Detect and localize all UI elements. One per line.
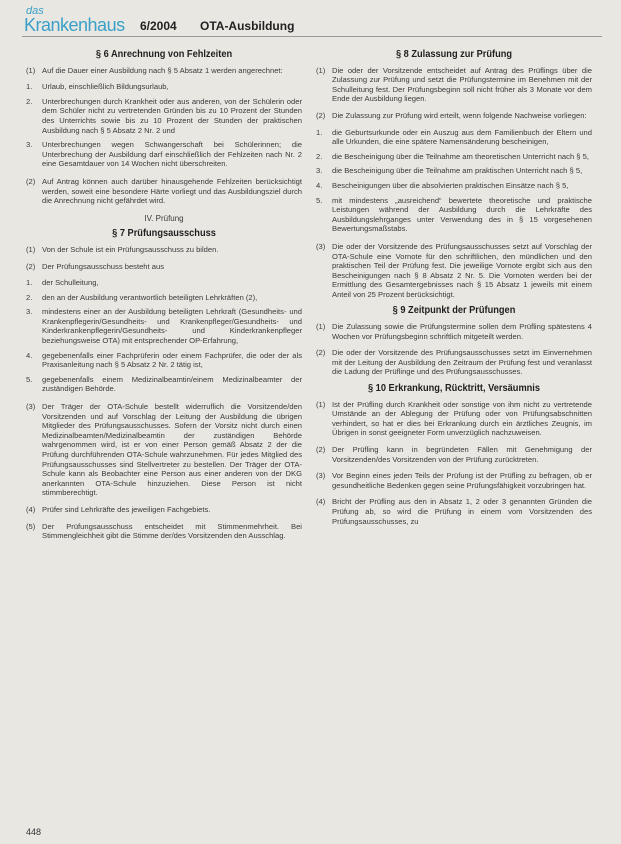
heading-s10: § 10 Erkrankung, Rücktritt, Versäumnis (367, 382, 541, 395)
item-number: 4. (26, 350, 33, 360)
item-text: Unterbrechungen wegen Schwangerschaft bei Schülerinnen; die Unterbrechung der Ausbildung darf einschließlich der Fehlzeiten nach Nr. 2 eine Gesamtdauer von 14 Wochen nicht überschreiten. (42, 140, 302, 169)
item-number: 3. (26, 307, 33, 317)
paragraph-text: Die oder der Vorsitzende entscheidet auf Antrag des Prüflings über die Zulassung zur Prüfung und setzt die Prüfungstermine im Benehmen mit der Schulleitung fest. Der Prüfungsbeginn soll nicht früher als 3 Monate vor dem Ende der Ausbildung liegen. (332, 65, 592, 104)
paragraph-text: Ist der Prüfling durch Krankheit oder sonstige von ihm nicht zu vertretende Umstände an der Ablegung der Prüfung oder von Prüfungsabschnitten verhindert, so hat er dies bei Erkrankung durch ein ärztliches Zeugnis, im Übrigen in sonst geeigneter Form unverzüglich nachzuweisen. (332, 399, 592, 438)
paragraph-text: Bricht der Prüfling aus den in Absatz 1, 2 oder 3 genannten Gründen die Prüfung ab, so wird die Prüfung in einem vom Vorsitzenden des Prüfungsausschusses, zu (332, 497, 592, 526)
item-number: 5. (26, 374, 33, 384)
journal-logo: Krankenhaus (24, 15, 125, 35)
heading-s7: § 7 Prüfungsausschuss (112, 227, 216, 240)
paragraph (316, 445, 592, 464)
item-number: 2. (316, 151, 323, 161)
paragraph-text: Der Prüfling kann in begründeten Fällen mit Genehmigung der Vorsitzenden/des Vorsitzenden von der Prüfung zurücktreten. (332, 445, 592, 464)
paragraph (26, 262, 302, 272)
item-number: 3. (316, 166, 323, 176)
paragraph (26, 177, 302, 206)
list-item (316, 196, 592, 234)
paragraph-number: (3) (26, 402, 36, 412)
item-text: mindestens einer an der Ausbildung beteiligten Lehrkraft (Gesundheits- und Krankenpflegerin/Gesundheits- und Krankenpfleger/Gesundheits- und Kinderkrankenpflegerin/Gesundheits- und Kinderkrankenpfleger beziehungsweise OTA) mit entsprechender OP-Erfahrung, (42, 307, 302, 346)
item-text: mit mindestens „ausreichend“ bewertete theoretische und praktische Leistungen während der Ausbildung durch die Lehrkräfte des Ausbildungslehrganges unter Verwendung des in § 15 vorgesehenen Bewertungsmaßstabs. (332, 195, 592, 234)
item-text: die Geburtsurkunde oder ein Auszug aus dem Familienbuch der Eltern und alle Urkunden, die eine spätere Namensänderung bescheinigen, (332, 127, 592, 147)
item-number: 5. (316, 195, 323, 205)
journal-logo-small: das (26, 5, 44, 17)
item-number: 3. (26, 140, 33, 150)
list-item (26, 307, 302, 345)
page-number: 448 (26, 827, 42, 837)
list-item (26, 140, 302, 169)
paragraph-number: (3) (316, 471, 326, 481)
paragraph-number: (2) (26, 261, 36, 271)
paragraph-text: Prüfer sind Lehrkräfte des jeweiligen Fachgebiets. (42, 504, 211, 514)
heading-s8: § 8 Zulassung zur Prüfung (395, 48, 513, 60)
paragraph (26, 245, 302, 255)
paragraph-number: (1) (26, 244, 36, 254)
paragraph-text: Die oder der Vorsitzende des Prüfungsausschusses setzt auf Vorschlag der OTA-Schule eine Vornote für den schriftlichen, den mündlichen und den praktischen Teil der Prüfung fest. Die jeweilige Vornote ergibt sich aus den Bescheinigungen nach § 8 Absatz 2 Nr. 5. Die Vornoten werden bei der Ermittlung des Gesamtergebnisses nach § 15 Absatz 1 jeweils mit einem Anteil von 25 Prozent berücksichtigt. (332, 241, 592, 299)
paragraph (26, 66, 302, 76)
list-item (26, 97, 302, 135)
item-text: der Schulleitung, (42, 278, 99, 288)
paragraph-number: (2) (316, 445, 326, 454)
item-text: gegebenenfalls einem Medizinalbeamtin/einem Medizinalbeamter der zuständigen Behörde. (42, 374, 302, 394)
paragraph (316, 348, 592, 377)
item-text: den an der Ausbildung verantwortlich beteiligten Lehrkräften (2), (42, 292, 258, 302)
item-number: 2. (26, 292, 33, 302)
item-text: Unterbrechungen durch Krankheit oder aus anderen, von der Schülerin oder dem Schüler nicht zu vertretenden Gründen bis zu 10 Prozent der Stunden des Unterrichts sowie bis zu 10 Prozent der Stunden der praktischen Ausbildung nach § 5 Absatz 2 Nr. 2 und (42, 96, 302, 135)
item-number: 4. (316, 180, 323, 190)
list-item (316, 166, 592, 176)
paragraph-text: Der Prüfungsausschuss entscheidet mit Stimmenmehrheit. Bei Stimmengleichheit gibt die Stimme der/des Vorsitzenden den Ausschlag. (42, 521, 302, 541)
item-number: 1. (26, 82, 33, 92)
paragraph-text: Die oder der Vorsitzende des Prüfungsausschusses setzt im Einvernehmen mit der Leitung der Ausbildung den Zeitraum der Prüfung fest und veranlasst die Ladung der Prüflinge und des Prüfungsausschusses. (332, 348, 592, 377)
paragraph-number: (2) (316, 348, 326, 358)
list-item (26, 278, 302, 288)
paragraph-text: Der Prüfungsausschuss besteht aus (42, 261, 164, 271)
paragraph (316, 471, 592, 490)
issue-number: 6/2004 (140, 19, 177, 33)
item-text: die Bescheinigung über die Teilnahme am theoretischen Unterricht nach § 5, (332, 151, 589, 161)
item-number: 2. (26, 96, 33, 106)
list-item (26, 351, 302, 370)
paragraph-number: (3) (316, 241, 326, 251)
paragraph (316, 497, 592, 526)
item-text: gegebenenfalls einer Fachprüferin oder einem Fachprüfer, die oder der als Praxisanleitung nach § 5 Absatz 2 Nr. 2 tätig ist, (42, 350, 302, 370)
heading-s9: § 9 Zeitpunkt der Prüfungen (392, 304, 516, 317)
paragraph-number: (1) (316, 399, 326, 409)
section-title: OTA-Ausbildung (200, 19, 295, 33)
paragraph (316, 111, 592, 121)
list-item (26, 82, 302, 92)
paragraph-text: Vor Beginn eines jeden Teils der Prüfung ist der Prüfling zu befragen, ob er gesundheitliche Bedenken gegen seine Prüfungsfähigkeit vorzubringen hat. (332, 471, 592, 490)
item-text: Urlaub, einschließlich Bildungsurlaub, (42, 82, 169, 92)
item-number: 1. (26, 278, 33, 288)
paragraph-number: (2) (316, 110, 326, 120)
paragraph-number: (4) (26, 504, 36, 514)
left-column (26, 44, 302, 548)
paragraph-text: Die Zulassung zur Prüfung wird erteilt, wenn folgende Nachweise vorliegen: (332, 110, 587, 120)
list-item (316, 152, 592, 162)
paragraph-number: (1) (316, 65, 326, 75)
paragraph (26, 505, 302, 515)
paragraph (26, 522, 302, 541)
item-text: die Bescheinigung über die Teilnahme am praktischen Unterricht nach § 5, (332, 166, 583, 176)
list-item (316, 181, 592, 191)
paragraph-number: (1) (26, 65, 36, 75)
paragraph (316, 242, 592, 300)
paragraph (26, 402, 302, 498)
paragraph-text: Die Zulassung sowie die Prüfungstermine sollen dem Prüfling spätestens 4 Wochen vor Prüfungsbeginn schriftlich mitgeteilt werden. (332, 322, 592, 341)
paragraph (316, 66, 592, 104)
item-text: Bescheinigungen über die absolvierten praktischen Einsätze nach § 5, (332, 180, 569, 190)
item-number: 1. (316, 127, 323, 137)
paragraph-number: (5) (26, 521, 36, 531)
paragraph-number: (2) (26, 176, 36, 186)
list-item (26, 375, 302, 394)
paragraph-text: Auf die Dauer einer Ausbildung nach § 5 Absatz 1 werden angerechnet: (42, 65, 283, 75)
list-item (316, 128, 592, 147)
part-label: IV. Prüfung (144, 213, 184, 223)
paragraph-text: Der Träger der OTA-Schule bestellt widerruflich die Vorsitzende/den Vorsitzenden und auf Vorschlag der Leitung der Ausbildung die übrigen Mitglieder des Prüfungsausschusses. Sofern der Vorsitz nicht durch einen Medizinalbeamten/Medizinalbeamtin der zuständigen Behörde wahrgenommen wird, ist er von einer Person gemäß Absatz 2 der die Prüfung durchführenden OTA-Schule wahrzunehmen. Für jedes Mitglied des Prüfungsausschusses sind Stellvertreter zu bestellen. Der Träger der OTA-Schule kann als Beobachter eine Person aus einer anderen von der DKG anerkannten OTA-Schule hinzuziehen. Diese Person ist nicht stimmberechtigt. (42, 402, 302, 498)
paragraph-text: Von der Schule ist ein Prüfungsausschuss zu bilden. (42, 244, 219, 254)
paragraph (316, 322, 592, 341)
paragraph-text: Auf Antrag können auch darüber hinausgehende Fehlzeiten berücksichtigt werden, soweit eine besondere Härte vorliegt und das Ausbildungsziel durch die Anrechnung nicht gefährdet wird. (42, 176, 302, 206)
right-column (316, 44, 592, 533)
paragraph-number: (4) (316, 497, 326, 507)
page-header (22, 6, 602, 37)
list-item (26, 293, 302, 303)
paragraph (316, 400, 592, 438)
paragraph-number: (1) (316, 322, 326, 332)
heading-s6: § 6 Anrechnung von Fehlzeiten (95, 48, 233, 60)
